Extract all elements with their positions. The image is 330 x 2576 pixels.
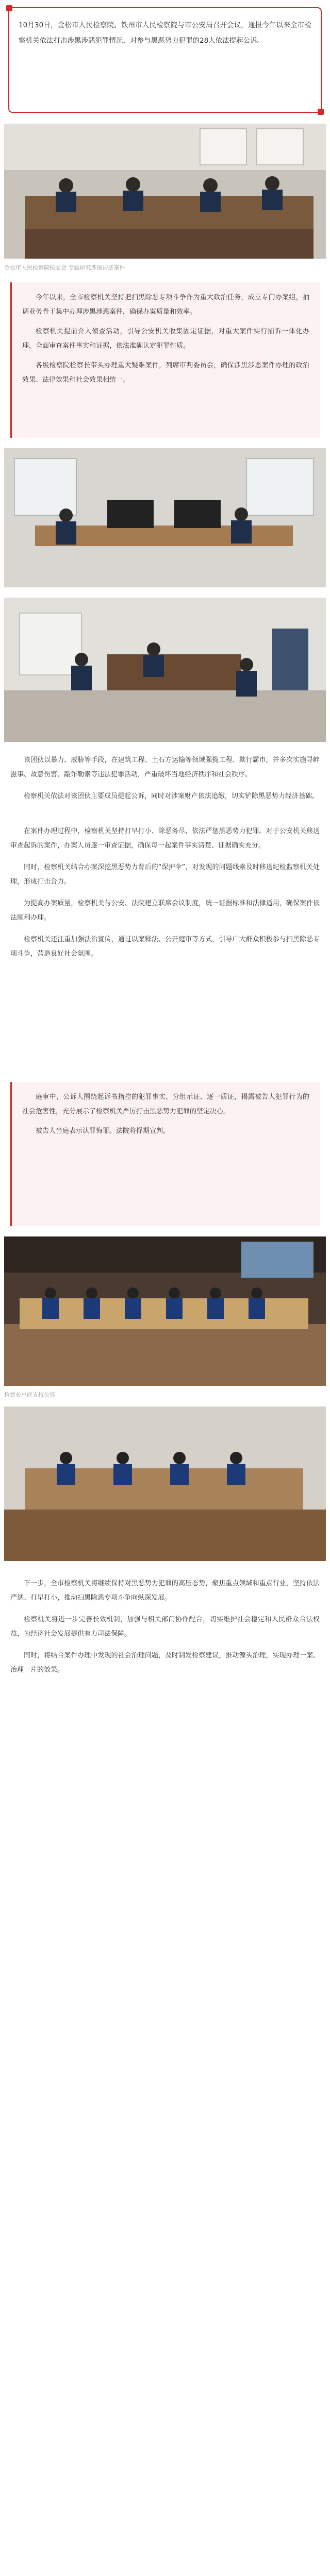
photo-caption: 金松市人民检察院检委会 专题研究涉黑涉恶案件	[4, 264, 125, 271]
text-section	[10, 1577, 320, 1793]
card-paragraph: 今年以来，全市检察机关坚持把扫黑除恶专项斗争作为重大政治任务，成立专门办案组，抽调业务骨干集中办理涉黑涉恶案件，确保办案质量和效率。	[22, 294, 309, 316]
paragraph: 检察机关将进一步完善长效机制，加强与相关部门协作配合，切实维护社会稳定和人民群众合法权益，为经济社会发展提供有力司法保障。	[10, 1616, 320, 1638]
paragraph: 同时，检察机关结合办案深挖黑恶势力背后的“保护伞”，对发现的问题线索及时移送纪检监察机关处理，形成打击合力。	[10, 863, 320, 886]
paragraph: 检察机关依法对该团伙主要成员提起公诉，同时对涉案财产依法追缴，切实铲除黑恶势力经济基础。	[24, 792, 319, 800]
text-section	[10, 824, 320, 1072]
paragraph: 同时，将结合案件办理中发现的社会治理问题，及时制发检察建议，推动源头治理，实现办理一案、治理一片的效果。	[10, 1652, 320, 1674]
text-section	[10, 753, 320, 815]
paragraph: 检察机关还注重加强法治宣传，通过以案释法、公开庭审等方式，引导广大群众积极参与扫黑除恶专项斗争，营造良好社会氛围。	[10, 936, 320, 958]
card-paragraph: 各级检察院检察长带头办理重大疑难案件，列席审判委员会，确保涉黑涉恶案件办理的政治效果、法律效果和社会效果相统一。	[22, 362, 309, 384]
paragraph: 该团伙以暴力、威胁等手段，在建筑工程、土石方运输等领域强揽工程、欺行霸市，并多次实施寻衅滋事、故意伤害、敲诈勒索等违法犯罪活动，严重破坏当地经济秩序和社会秩序。	[10, 756, 320, 778]
highlight-card	[10, 1082, 320, 1226]
intro-box	[8, 7, 322, 113]
corner-decoration	[6, 5, 12, 11]
meeting-photo	[4, 124, 326, 259]
courtroom-photo	[4, 1236, 326, 1386]
office-photo	[4, 448, 326, 587]
card-paragraph: 被告人当庭表示认罪悔罪。法院将择期宣判。	[36, 1127, 170, 1135]
card-paragraph: 庭审中，公诉人围绕起诉书指控的犯罪事实，分组示证、逐一质证，揭露被告人犯罪行为的社会危害性，充分展示了检察机关严厉打击黑恶势力犯罪的坚定决心。	[22, 1093, 309, 1115]
trial-photo	[4, 1406, 326, 1561]
paragraph: 为提高办案质量，检察机关与公安、法院建立联席会议制度，统一证据标准和法律适用，确保案件依法顺利办理。	[10, 900, 320, 922]
highlight-card	[10, 282, 320, 438]
discussion-photo	[4, 598, 326, 742]
paragraph: 在案件办理过程中，检察机关坚持打早打小、除恶务尽，依法严惩黑恶势力犯罪。对于公安机关移送审查起诉的案件，办案人员逐一审查证据，确保每一起案件事实清楚、证据确实充分。	[10, 827, 320, 850]
corner-decoration	[318, 109, 324, 115]
card-paragraph: 检察机关提前介入侦查活动，引导公安机关收集固定证据，对重大案件实行捕诉一体化办理，全面审查案件事实和证据，依法准确认定犯罪性质。	[22, 328, 309, 350]
paragraph: 下一步，全市检察机关将继续保持对黑恶势力犯罪的高压态势，聚焦重点领域和重点行业，坚持依法严惩、打早打小，推动扫黑除恶专项斗争向纵深发展。	[10, 1580, 320, 1602]
intro-text: 10月30日，金松市人民检察院、铁州市人民检察院与市公安局召开会议，通报今年以来全市检察机关依法打击涉黑涉恶犯罪情况，对参与黑恶势力犯罪的28人依法提起公诉。	[19, 21, 311, 45]
photo-caption: 检察长出庭支持公诉	[4, 1392, 55, 1398]
